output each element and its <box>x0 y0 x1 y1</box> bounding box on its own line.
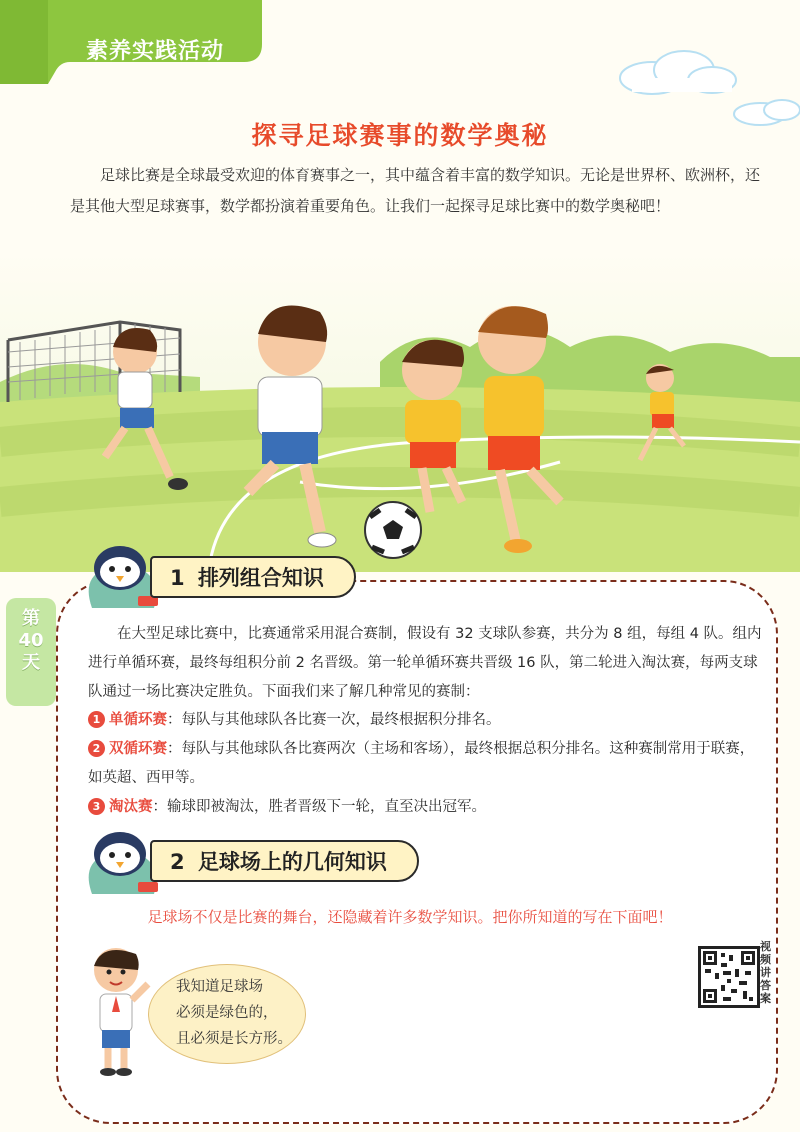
item-number-badge: 2 <box>88 740 105 757</box>
day-tab-number: 40 <box>18 630 44 651</box>
section2-banner <box>150 840 419 882</box>
bubble-line: 必须是绿色的， <box>176 1005 278 1021</box>
page-title: 探寻足球赛事的数学奥秘 <box>251 121 549 150</box>
day-tab-prefix: 第 <box>22 608 40 629</box>
format-item <box>88 706 763 735</box>
section2-title: 足球场上的几何知识 <box>197 850 387 874</box>
item-term: 双循环赛 <box>109 741 167 757</box>
section1-number: 1 <box>170 566 185 590</box>
section1-title: 排列组合知识 <box>197 566 324 590</box>
section1-paragraph: 在大型足球比赛中，比赛通常采用混合赛制，假设有 32 支球队参赛，共分为 8 组，每组 4 队。组内进行单循环赛，最终每组积分前 2 名晋级。第一轮单循环赛共晋级 16 队，第二轮进入淘汰赛，每两支球队通过一场比赛决定胜负。下面我们来了解几种常见的赛制： <box>88 626 762 700</box>
qr-code-icon[interactable] <box>698 946 760 1008</box>
speech-bubble-text <box>176 974 316 1052</box>
intro-paragraph: 足球比赛是全球最受欢迎的体育赛事之一，其中蕴含着丰富的数学知识。无论是世界杯、欧洲杯，还是其他大型足球赛事，数学都扮演着重要角色。让我们一起探寻足球比赛中的数学奥秘吧！ <box>70 166 761 215</box>
cloud-icon <box>612 48 742 96</box>
header-label: 素养实践活动 <box>86 39 225 64</box>
section2-prompt: 足球场不仅是比赛的舞台，还隐藏着许多数学知识。把你所知道的写在下面吧！ <box>147 908 673 926</box>
format-item <box>88 793 763 822</box>
soccer-ball-icon <box>365 502 421 558</box>
item-text: ：每队与其他球队各比赛两次（主场和客场），最终根据总积分排名。这种赛制常用于联赛，如英超、西甲等。 <box>88 741 755 786</box>
item-number-badge: 3 <box>88 798 105 815</box>
item-text: ：每队与其他球队各比赛一次，最终根据积分排名。 <box>167 712 501 728</box>
soccer-scene-illustration <box>0 252 800 572</box>
item-term: 淘汰赛 <box>109 799 153 815</box>
section1-banner <box>150 556 356 598</box>
section2-number: 2 <box>170 850 185 874</box>
day-tab-suffix: 天 <box>22 652 40 673</box>
item-text: ：输球即被淘汰，胜者晋级下一轮，直至决出冠军。 <box>152 799 486 815</box>
day-tab <box>6 598 56 706</box>
bubble-line: 我知道足球场 <box>176 979 263 995</box>
boy-character-icon <box>78 940 158 1080</box>
bubble-line: 且必须是长方形。 <box>176 1031 292 1047</box>
format-item <box>88 735 763 793</box>
item-term: 单循环赛 <box>109 712 167 728</box>
qr-code-label: 视频讲答案 <box>760 940 771 1005</box>
item-number-badge: 1 <box>88 711 105 728</box>
